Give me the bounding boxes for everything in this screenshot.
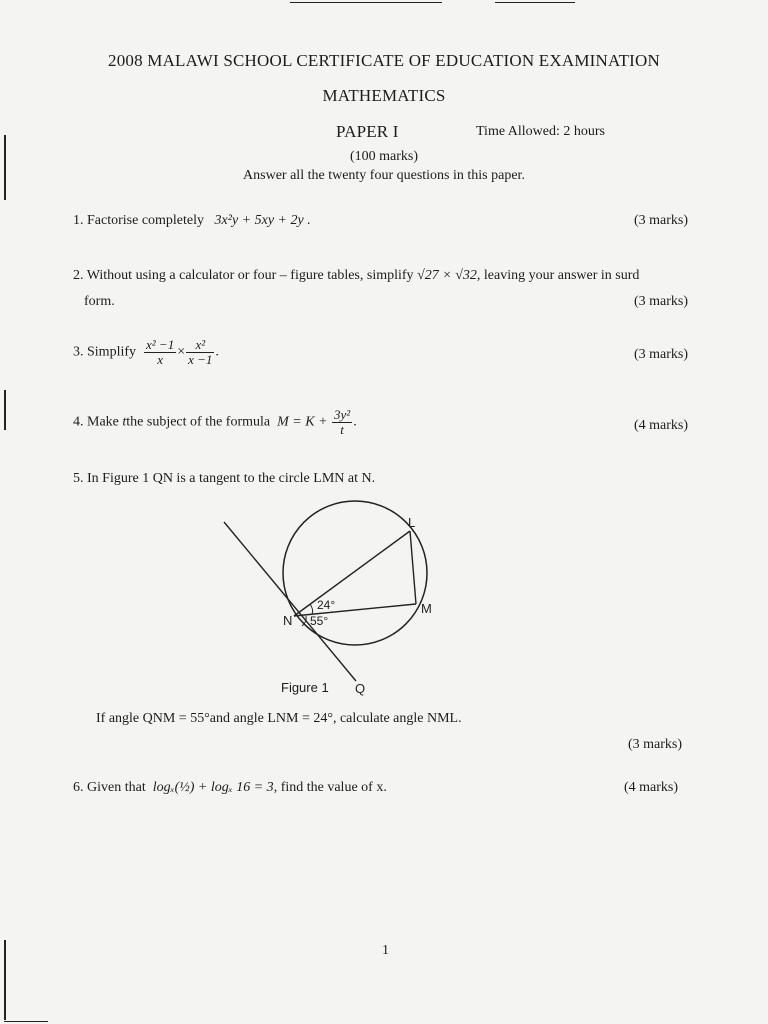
- question-number: 4.: [73, 414, 84, 430]
- chord-nl: [294, 531, 410, 616]
- time-allowed: Time Allowed: 2 hours: [476, 124, 605, 139]
- angle-arc-lnm: [310, 604, 313, 614]
- bottom-left-line: [4, 1021, 48, 1022]
- angle-label-qnm: 55°: [310, 614, 329, 628]
- angle-label-lnm: 24°: [317, 598, 336, 612]
- question-5-marks: (3 marks): [628, 737, 683, 752]
- fraction-2: $\frac{\text{x²}}{x -1}$: [188, 337, 213, 367]
- question-text: Without using a calculator or four – figure tables, simplify: [86, 268, 414, 283]
- question-5: [73, 471, 375, 487]
- question-number: 2.: [73, 268, 84, 283]
- question-number: 6.: [73, 780, 84, 795]
- total-marks: (100 marks): [349, 149, 419, 164]
- instruction: Answer all the twenty four questions in this paper.: [243, 168, 525, 183]
- paper-title: PAPER I: [336, 122, 399, 141]
- question-2-marks: (3 marks): [634, 294, 689, 309]
- question-text-after: , leaving your answer in surd: [476, 268, 640, 283]
- question-text: In Figure 1 QN is a tangent to the circle LMN at N.: [87, 471, 376, 486]
- top-border-line-2: [495, 2, 575, 3]
- left-edge-mark-3: [4, 940, 6, 1020]
- page-number: 1: [382, 943, 389, 958]
- question-text: the subject of the formula: [126, 414, 271, 430]
- question-6-marks: (4 marks): [624, 780, 679, 795]
- formula-fraction: $\frac{\text{3y²}}{t}$: [334, 407, 351, 437]
- fraction-1: $\frac{\text{x² −1}}{x}$: [146, 337, 175, 367]
- question-math: 3x²y + 5xy + 2y .: [214, 213, 311, 228]
- chord-lm: [410, 531, 416, 604]
- question-math: √27 × √32: [417, 268, 477, 283]
- top-border-line: [290, 2, 442, 3]
- question-number: 1.: [73, 213, 84, 228]
- question-3-marks: (3 marks): [634, 347, 689, 362]
- question-1-marks: (3 marks): [634, 213, 689, 228]
- question-4-marks: (4 marks): [634, 418, 689, 433]
- left-edge-mark-2: [4, 390, 6, 430]
- exam-title: 2008 MALAWI SCHOOL CERTIFICATE OF EDUCATION EXAMINATION: [108, 51, 660, 70]
- subject-title: MATHEMATICS: [322, 86, 446, 105]
- question-text-after: , find the value of x.: [273, 780, 387, 795]
- label-n: N: [283, 613, 293, 628]
- question-number: 5.: [73, 471, 84, 486]
- question-3: 3. Simplify $\frac{\text{x² −1}}{x}$ × $\frac{\text{x²}}{x -1}$ .: [73, 337, 219, 367]
- question-2-continuation: form.: [84, 294, 115, 309]
- question-text: Factorise completely: [87, 213, 205, 228]
- formula-lhs: M = K +: [277, 414, 328, 430]
- question-1: [73, 213, 311, 229]
- figure-1-diagram: [200, 498, 440, 708]
- figure-caption: Figure 1: [281, 680, 329, 695]
- question-5-task: If angle QNM = 55°and angle LNM = 24°, calculate angle NML.: [96, 711, 462, 726]
- label-m: M: [421, 601, 432, 616]
- question-math: logₓ(½) + logₓ 16 = 3: [152, 780, 274, 795]
- label-l: L: [408, 515, 416, 530]
- question-text: Simplify: [87, 344, 137, 360]
- tangent-line-qn: [224, 522, 356, 681]
- question-6: 6. Given that logₓ(½) + logₓ 16 = 3, find the value of x.: [73, 780, 387, 795]
- question-number: 3.: [73, 344, 84, 360]
- label-q: Q: [355, 681, 366, 696]
- question-4: 4. Make tthe subject of the formula M = K + $\frac{\text{3y²}}{t}$ .: [73, 407, 357, 437]
- question-2: [73, 268, 639, 284]
- variable-t: t: [122, 414, 127, 430]
- times-sign: ×: [177, 344, 186, 360]
